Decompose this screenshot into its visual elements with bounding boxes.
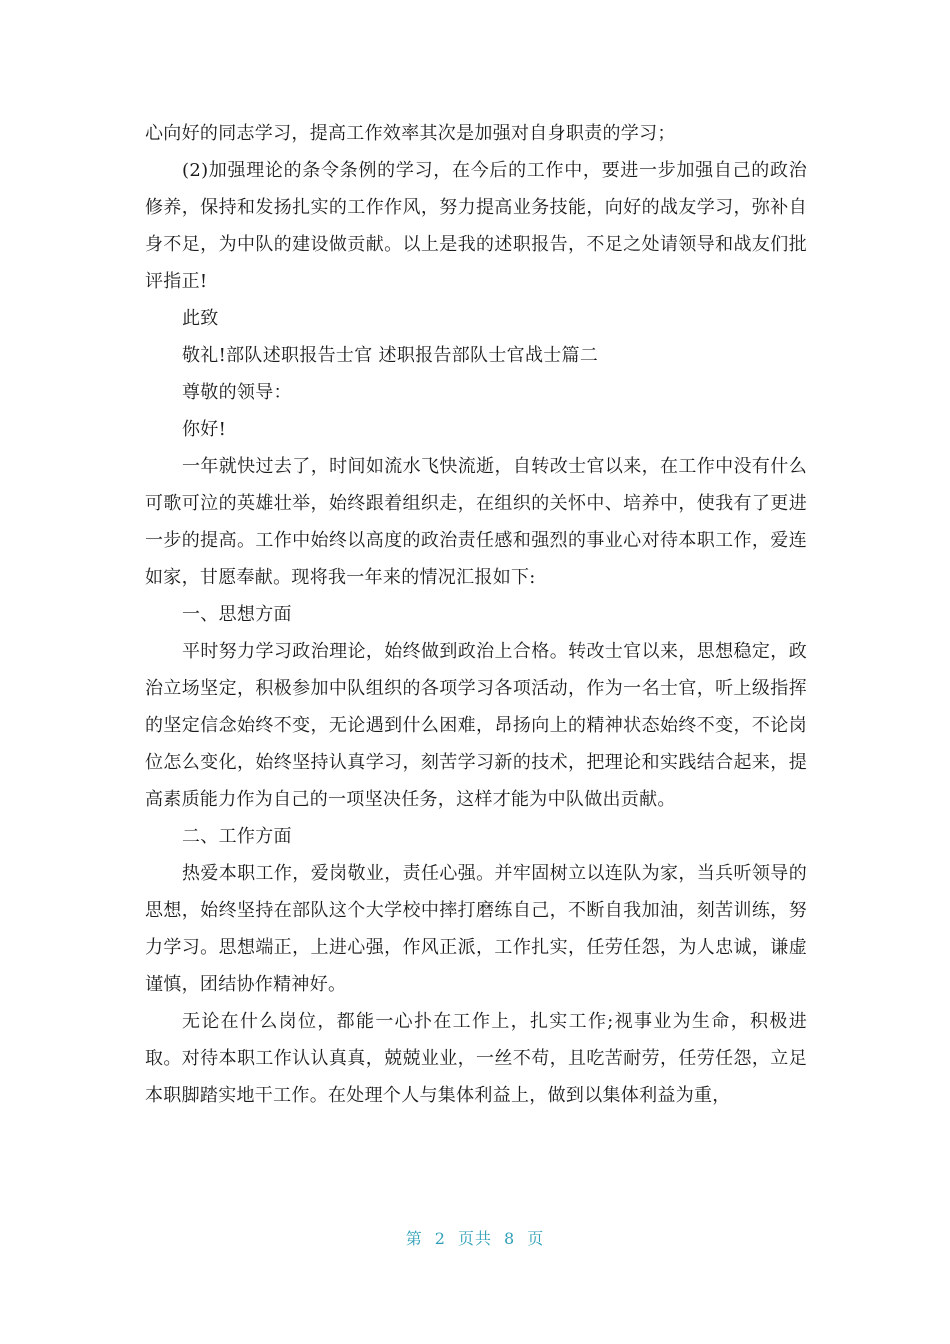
paragraph: 心向好的同志学习，提高工作效率其次是加强对自身职责的学习； xyxy=(145,123,676,144)
paragraph: 无论在什么岗位，都能一心扑在工作上，扎实工作;视事业为生命，积极进取。对待本职工作认认真真，兢兢业业，一丝不苟，且吃苦耐劳，任劳任怨，立足本职脚踏实地干工作。在处理个人与集体利益上，做到以集体利益为重， xyxy=(145,1011,807,1106)
closing-regards-and-section-title: 敬礼!部队述职报告士官 述职报告部队士官战士篇二 xyxy=(182,345,599,366)
footer-suffix: 页 xyxy=(527,1229,545,1248)
footer-current-page: 2 xyxy=(434,1229,446,1248)
greeting-addressee: 尊敬的领导： xyxy=(182,382,292,403)
footer-middle: 页共 xyxy=(457,1229,492,1248)
paragraph: 一年就快过去了，时间如流水飞快流逝，自转改士官以来，在工作中没有什么可歌可泣的英雄壮举，始终跟着组织走，在组织的关怀中、培养中，使我有了更进一步的提高。工作中始终以高度的政治责任感和强烈的事业心对待本职工作，爱连如家，甘愿奉献。现将我一年来的情况汇报如下: xyxy=(145,456,807,588)
footer-prefix: 第 xyxy=(405,1229,423,1248)
document-body xyxy=(145,115,807,1114)
closing-salutation: 此致 xyxy=(182,308,219,329)
paragraph: (2)加强理论的条令条例的学习，在今后的工作中，要进一步加强自己的政治修养，保持和发扬扎实的工作作风，努力提高业务技能，向好的战友学习，弥补自身不足，为中队的建设做贡献。以上是我的述职报告，不足之处请领导和战友们批评指正! xyxy=(145,160,807,292)
greeting: 你好! xyxy=(182,419,227,440)
paragraph: 热爱本职工作，爱岗敬业，责任心强。并牢固树立以连队为家，当兵听领导的思想，始终坚持在部队这个大学校中摔打磨练自己，不断自我加油，刻苦训练，努力学习。思想端正，上进心强，作风正派，工作扎实，任劳任怨，为人忠诚，谦虚谨慎，团结协作精神好。 xyxy=(145,863,807,995)
section-heading-thought: 一、思想方面 xyxy=(182,604,292,625)
paragraph: 平时努力学习政治理论，始终做到政治上合格。转改士官以来，思想稳定，政治立场坚定，积极参加中队组织的各项学习各项活动，作为一名士官，听上级指挥的坚定信念始终不变，无论遇到什么困难，昂扬向上的精神状态始终不变，不论岗位怎么变化，始终坚持认真学习，刻苦学习新的技术，把理论和实践结合起来，提高素质能力作为自己的一项坚决任务，这样才能为中队做出贡献。 xyxy=(145,641,807,810)
page-footer xyxy=(0,1226,950,1249)
footer-total-pages: 8 xyxy=(504,1229,516,1248)
section-heading-work: 二、工作方面 xyxy=(182,826,292,847)
